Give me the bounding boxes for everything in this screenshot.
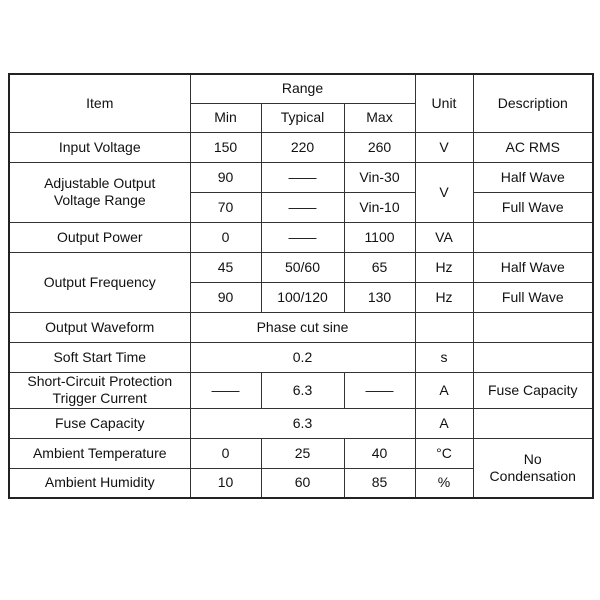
typical-cell: 220 bbox=[261, 132, 344, 162]
table-row-ambient-temperature bbox=[9, 438, 593, 468]
item-line: Adjustable Output bbox=[44, 175, 156, 191]
unit-cell: % bbox=[415, 468, 473, 498]
item-cell: Ambient Temperature bbox=[9, 438, 190, 468]
description-cell bbox=[473, 342, 593, 372]
unit-cell: °C bbox=[415, 438, 473, 468]
header-description: Description bbox=[473, 74, 593, 132]
description-cell: Full Wave bbox=[473, 192, 593, 222]
item-cell bbox=[9, 372, 190, 408]
typical-cell: 100/120 bbox=[261, 282, 344, 312]
min-cell: 70 bbox=[190, 192, 261, 222]
item-cell: Ambient Humidity bbox=[9, 468, 190, 498]
max-cell: Vin-30 bbox=[344, 162, 415, 192]
description-cell: Half Wave bbox=[473, 252, 593, 282]
item-cell: Output Power bbox=[9, 222, 190, 252]
unit-cell: VA bbox=[415, 222, 473, 252]
unit-cell: V bbox=[415, 162, 473, 222]
min-cell: 45 bbox=[190, 252, 261, 282]
typical-cell: —— bbox=[261, 162, 344, 192]
description-cell: Full Wave bbox=[473, 282, 593, 312]
typical-cell: 50/60 bbox=[261, 252, 344, 282]
description-line: Condensation bbox=[489, 467, 576, 484]
typical-cell: 60 bbox=[261, 468, 344, 498]
min-cell: 90 bbox=[190, 282, 261, 312]
description-cell bbox=[473, 408, 593, 438]
unit-cell: Hz bbox=[415, 282, 473, 312]
range-value-cell: 0.2 bbox=[190, 342, 415, 372]
max-cell: 85 bbox=[344, 468, 415, 498]
header-range: Range bbox=[190, 74, 415, 103]
item-cell: Soft Start Time bbox=[9, 342, 190, 372]
table-row-short-circuit bbox=[9, 372, 593, 408]
item-cell bbox=[9, 162, 190, 222]
item-cell: Input Voltage bbox=[9, 132, 190, 162]
description-cell bbox=[473, 222, 593, 252]
max-cell: 130 bbox=[344, 282, 415, 312]
min-cell: —— bbox=[190, 372, 261, 408]
max-cell: 65 bbox=[344, 252, 415, 282]
typical-cell: —— bbox=[261, 222, 344, 252]
header-row-1 bbox=[9, 74, 593, 103]
max-cell: Vin-10 bbox=[344, 192, 415, 222]
description-cell: Fuse Capacity bbox=[473, 372, 593, 408]
item-line: Voltage Range bbox=[53, 192, 146, 208]
unit-cell: V bbox=[415, 132, 473, 162]
description-cell: Half Wave bbox=[473, 162, 593, 192]
item-cell: Output Waveform bbox=[9, 312, 190, 342]
header-typical: Typical bbox=[261, 103, 344, 132]
description-cell: AC RMS bbox=[473, 132, 593, 162]
table-row-soft-start-time bbox=[9, 342, 593, 372]
spec-table bbox=[8, 73, 594, 499]
unit-cell: Hz bbox=[415, 252, 473, 282]
header-max: Max bbox=[344, 103, 415, 132]
typical-cell: —— bbox=[261, 192, 344, 222]
description-cell bbox=[473, 312, 593, 342]
min-cell: 0 bbox=[190, 438, 261, 468]
unit-cell: s bbox=[415, 342, 473, 372]
header-item: Item bbox=[9, 74, 190, 132]
min-cell: 10 bbox=[190, 468, 261, 498]
max-cell: 1100 bbox=[344, 222, 415, 252]
item-cell: Fuse Capacity bbox=[9, 408, 190, 438]
unit-cell: A bbox=[415, 408, 473, 438]
item-line: Trigger Current bbox=[52, 390, 147, 406]
item-line: Short-Circuit Protection bbox=[27, 373, 173, 389]
min-cell: 90 bbox=[190, 162, 261, 192]
description-line: No bbox=[523, 450, 542, 467]
description-cell bbox=[473, 438, 593, 498]
header-unit: Unit bbox=[415, 74, 473, 132]
table-row-output-waveform bbox=[9, 312, 593, 342]
table-row-fuse-capacity bbox=[9, 408, 593, 438]
table-row-adjustable-output-half bbox=[9, 162, 593, 192]
item-cell: Output Frequency bbox=[9, 252, 190, 312]
range-value-cell: Phase cut sine bbox=[190, 312, 415, 342]
spec-table-container bbox=[8, 73, 592, 499]
min-cell: 150 bbox=[190, 132, 261, 162]
max-cell: —— bbox=[344, 372, 415, 408]
unit-cell bbox=[415, 312, 473, 342]
max-cell: 40 bbox=[344, 438, 415, 468]
unit-cell: A bbox=[415, 372, 473, 408]
min-cell: 0 bbox=[190, 222, 261, 252]
typical-cell: 25 bbox=[261, 438, 344, 468]
max-cell: 260 bbox=[344, 132, 415, 162]
table-row-input-voltage bbox=[9, 132, 593, 162]
typical-cell: 6.3 bbox=[261, 372, 344, 408]
table-row-output-frequency-half bbox=[9, 252, 593, 282]
range-value-cell: 6.3 bbox=[190, 408, 415, 438]
table-row-output-power bbox=[9, 222, 593, 252]
header-min: Min bbox=[190, 103, 261, 132]
